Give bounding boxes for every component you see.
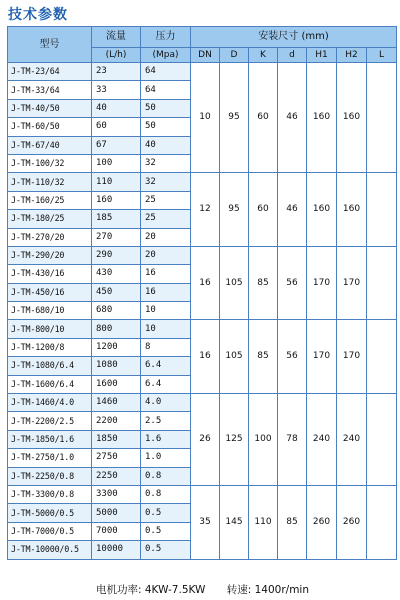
model-cell: J-TM-680/10 (8, 302, 92, 320)
dim-l-cell (367, 173, 397, 247)
pressure-cell: 0.5 (141, 504, 191, 522)
header-d-outer: D (220, 48, 249, 63)
dim-d-cell: 85 (278, 485, 307, 559)
dim-d-cell: 105 (220, 320, 249, 394)
header-flow: 流量 (92, 27, 141, 48)
dim-d-cell: 145 (220, 485, 249, 559)
dim-l-cell (367, 485, 397, 559)
model-cell: J-TM-40/50 (8, 99, 92, 117)
pressure-cell: 40 (141, 136, 191, 154)
flow-cell: 160 (92, 191, 141, 209)
pressure-cell: 6.4 (141, 375, 191, 393)
flow-cell: 185 (92, 210, 141, 228)
flow-cell: 3300 (92, 485, 141, 503)
pressure-cell: 64 (141, 81, 191, 99)
flow-cell: 23 (92, 63, 141, 81)
model-cell: J-TM-180/25 (8, 210, 92, 228)
flow-cell: 33 (92, 81, 141, 99)
pressure-cell: 32 (141, 154, 191, 172)
pressure-cell: 0.5 (141, 522, 191, 540)
dim-dn-cell: 16 (191, 320, 220, 394)
dim-h2-cell: 160 (337, 63, 367, 173)
pressure-cell: 0.8 (141, 485, 191, 503)
dim-d-cell: 56 (278, 246, 307, 320)
flow-cell: 290 (92, 246, 141, 264)
header-pressure-unit: (Mpa) (141, 48, 191, 63)
flow-cell: 450 (92, 283, 141, 301)
pressure-cell: 32 (141, 173, 191, 191)
pressure-cell: 0.5 (141, 541, 191, 559)
model-cell: J-TM-2200/2.5 (8, 412, 92, 430)
flow-cell: 1460 (92, 394, 141, 412)
dim-h2-cell: 260 (337, 485, 367, 559)
flow-cell: 1850 (92, 430, 141, 448)
header-l: L (367, 48, 397, 63)
pressure-cell: 25 (141, 210, 191, 228)
model-cell: J-TM-3300/0.8 (8, 485, 92, 503)
spec-table (7, 26, 397, 560)
model-cell: J-TM-1850/1.6 (8, 430, 92, 448)
dim-h2-cell: 170 (337, 320, 367, 394)
page-title: 技术参数 (8, 7, 68, 23)
dim-h2-cell: 240 (337, 394, 367, 486)
dim-d-cell: 125 (220, 394, 249, 486)
model-cell: J-TM-160/25 (8, 191, 92, 209)
dim-dn-cell: 12 (191, 173, 220, 247)
dim-h1-cell: 260 (307, 485, 337, 559)
flow-cell: 270 (92, 228, 141, 246)
header-model: 型号 (8, 27, 92, 63)
dim-d-cell: 46 (278, 63, 307, 173)
model-cell: J-TM-430/16 (8, 265, 92, 283)
flow-cell: 2250 (92, 467, 141, 485)
model-cell: J-TM-10000/0.5 (8, 541, 92, 559)
header-d-inner: d (278, 48, 307, 63)
header-h1: H1 (307, 48, 337, 63)
motor-power: 电机功率: 4KW-7.5KW (96, 584, 206, 596)
pressure-cell: 20 (141, 228, 191, 246)
flow-cell: 2750 (92, 449, 141, 467)
dim-k-cell: 100 (249, 394, 278, 486)
header-pressure: 压力 (141, 27, 191, 48)
pressure-cell: 16 (141, 283, 191, 301)
model-cell: J-TM-2250/0.8 (8, 467, 92, 485)
dim-k-cell: 85 (249, 320, 278, 394)
spec-table-body (8, 63, 397, 560)
model-cell: J-TM-450/16 (8, 283, 92, 301)
pressure-cell: 50 (141, 118, 191, 136)
flow-cell: 800 (92, 320, 141, 338)
flow-cell: 1080 (92, 357, 141, 375)
pressure-cell: 1.0 (141, 449, 191, 467)
header-dn: DN (191, 48, 220, 63)
dim-k-cell: 60 (249, 63, 278, 173)
dim-h1-cell: 160 (307, 63, 337, 173)
pressure-cell: 6.4 (141, 357, 191, 375)
pressure-cell: 25 (141, 191, 191, 209)
header-k: K (249, 48, 278, 63)
dim-h2-cell: 160 (337, 173, 367, 247)
model-cell: J-TM-5000/0.5 (8, 504, 92, 522)
table-row (8, 173, 397, 191)
flow-cell: 10000 (92, 541, 141, 559)
model-cell: J-TM-270/20 (8, 228, 92, 246)
model-cell: J-TM-1200/8 (8, 338, 92, 356)
dim-d-cell: 105 (220, 246, 249, 320)
flow-cell: 67 (92, 136, 141, 154)
table-row (8, 246, 397, 264)
dim-l-cell (367, 246, 397, 320)
dim-h1-cell: 160 (307, 173, 337, 247)
model-cell: J-TM-23/64 (8, 63, 92, 81)
pressure-cell: 1.6 (141, 430, 191, 448)
dim-h1-cell: 170 (307, 320, 337, 394)
dim-d-cell: 56 (278, 320, 307, 394)
pressure-cell: 0.8 (141, 467, 191, 485)
flow-cell: 430 (92, 265, 141, 283)
flow-cell: 2200 (92, 412, 141, 430)
dim-h1-cell: 240 (307, 394, 337, 486)
pressure-cell: 20 (141, 246, 191, 264)
rotation-speed: 转速: 1400r/min (226, 584, 310, 596)
dim-d-cell: 95 (220, 63, 249, 173)
pressure-cell: 2.5 (141, 412, 191, 430)
dim-dn-cell: 10 (191, 63, 220, 173)
flow-cell: 60 (92, 118, 141, 136)
dim-d-cell: 78 (278, 394, 307, 486)
flow-cell: 5000 (92, 504, 141, 522)
footer (96, 582, 327, 597)
flow-cell: 40 (92, 99, 141, 117)
model-cell: J-TM-1080/6.4 (8, 357, 92, 375)
pressure-cell: 16 (141, 265, 191, 283)
model-cell: J-TM-800/10 (8, 320, 92, 338)
flow-cell: 1600 (92, 375, 141, 393)
model-cell: J-TM-110/32 (8, 173, 92, 191)
dim-d-cell: 95 (220, 173, 249, 247)
table-row (8, 320, 397, 338)
dim-h2-cell: 170 (337, 246, 367, 320)
dim-l-cell (367, 320, 397, 394)
dim-k-cell: 85 (249, 246, 278, 320)
dim-l-cell (367, 394, 397, 486)
flow-cell: 100 (92, 154, 141, 172)
pressure-cell: 8 (141, 338, 191, 356)
dim-dn-cell: 16 (191, 246, 220, 320)
table-row (8, 394, 397, 412)
model-cell: J-TM-33/64 (8, 81, 92, 99)
header-dimensions: 安装尺寸 (mm) (191, 27, 397, 48)
dim-k-cell: 110 (249, 485, 278, 559)
model-cell: J-TM-290/20 (8, 246, 92, 264)
dim-h1-cell: 170 (307, 246, 337, 320)
flow-cell: 680 (92, 302, 141, 320)
model-cell: J-TM-1600/6.4 (8, 375, 92, 393)
pressure-cell: 10 (141, 302, 191, 320)
flow-cell: 110 (92, 173, 141, 191)
model-cell: J-TM-2750/1.0 (8, 449, 92, 467)
model-cell: J-TM-1460/4.0 (8, 394, 92, 412)
dim-dn-cell: 26 (191, 394, 220, 486)
flow-cell: 1200 (92, 338, 141, 356)
model-cell: J-TM-7000/0.5 (8, 522, 92, 540)
model-cell: J-TM-67/40 (8, 136, 92, 154)
dim-dn-cell: 35 (191, 485, 220, 559)
model-cell: J-TM-60/50 (8, 118, 92, 136)
dim-k-cell: 60 (249, 173, 278, 247)
dim-l-cell (367, 63, 397, 173)
model-cell: J-TM-100/32 (8, 154, 92, 172)
pressure-cell: 4.0 (141, 394, 191, 412)
table-row (8, 485, 397, 503)
pressure-cell: 50 (141, 99, 191, 117)
table-row (8, 63, 397, 81)
pressure-cell: 10 (141, 320, 191, 338)
dim-d-cell: 46 (278, 173, 307, 247)
pressure-cell: 64 (141, 63, 191, 81)
flow-cell: 7000 (92, 522, 141, 540)
header-flow-unit: (L/h) (92, 48, 141, 63)
header-h2: H2 (337, 48, 367, 63)
